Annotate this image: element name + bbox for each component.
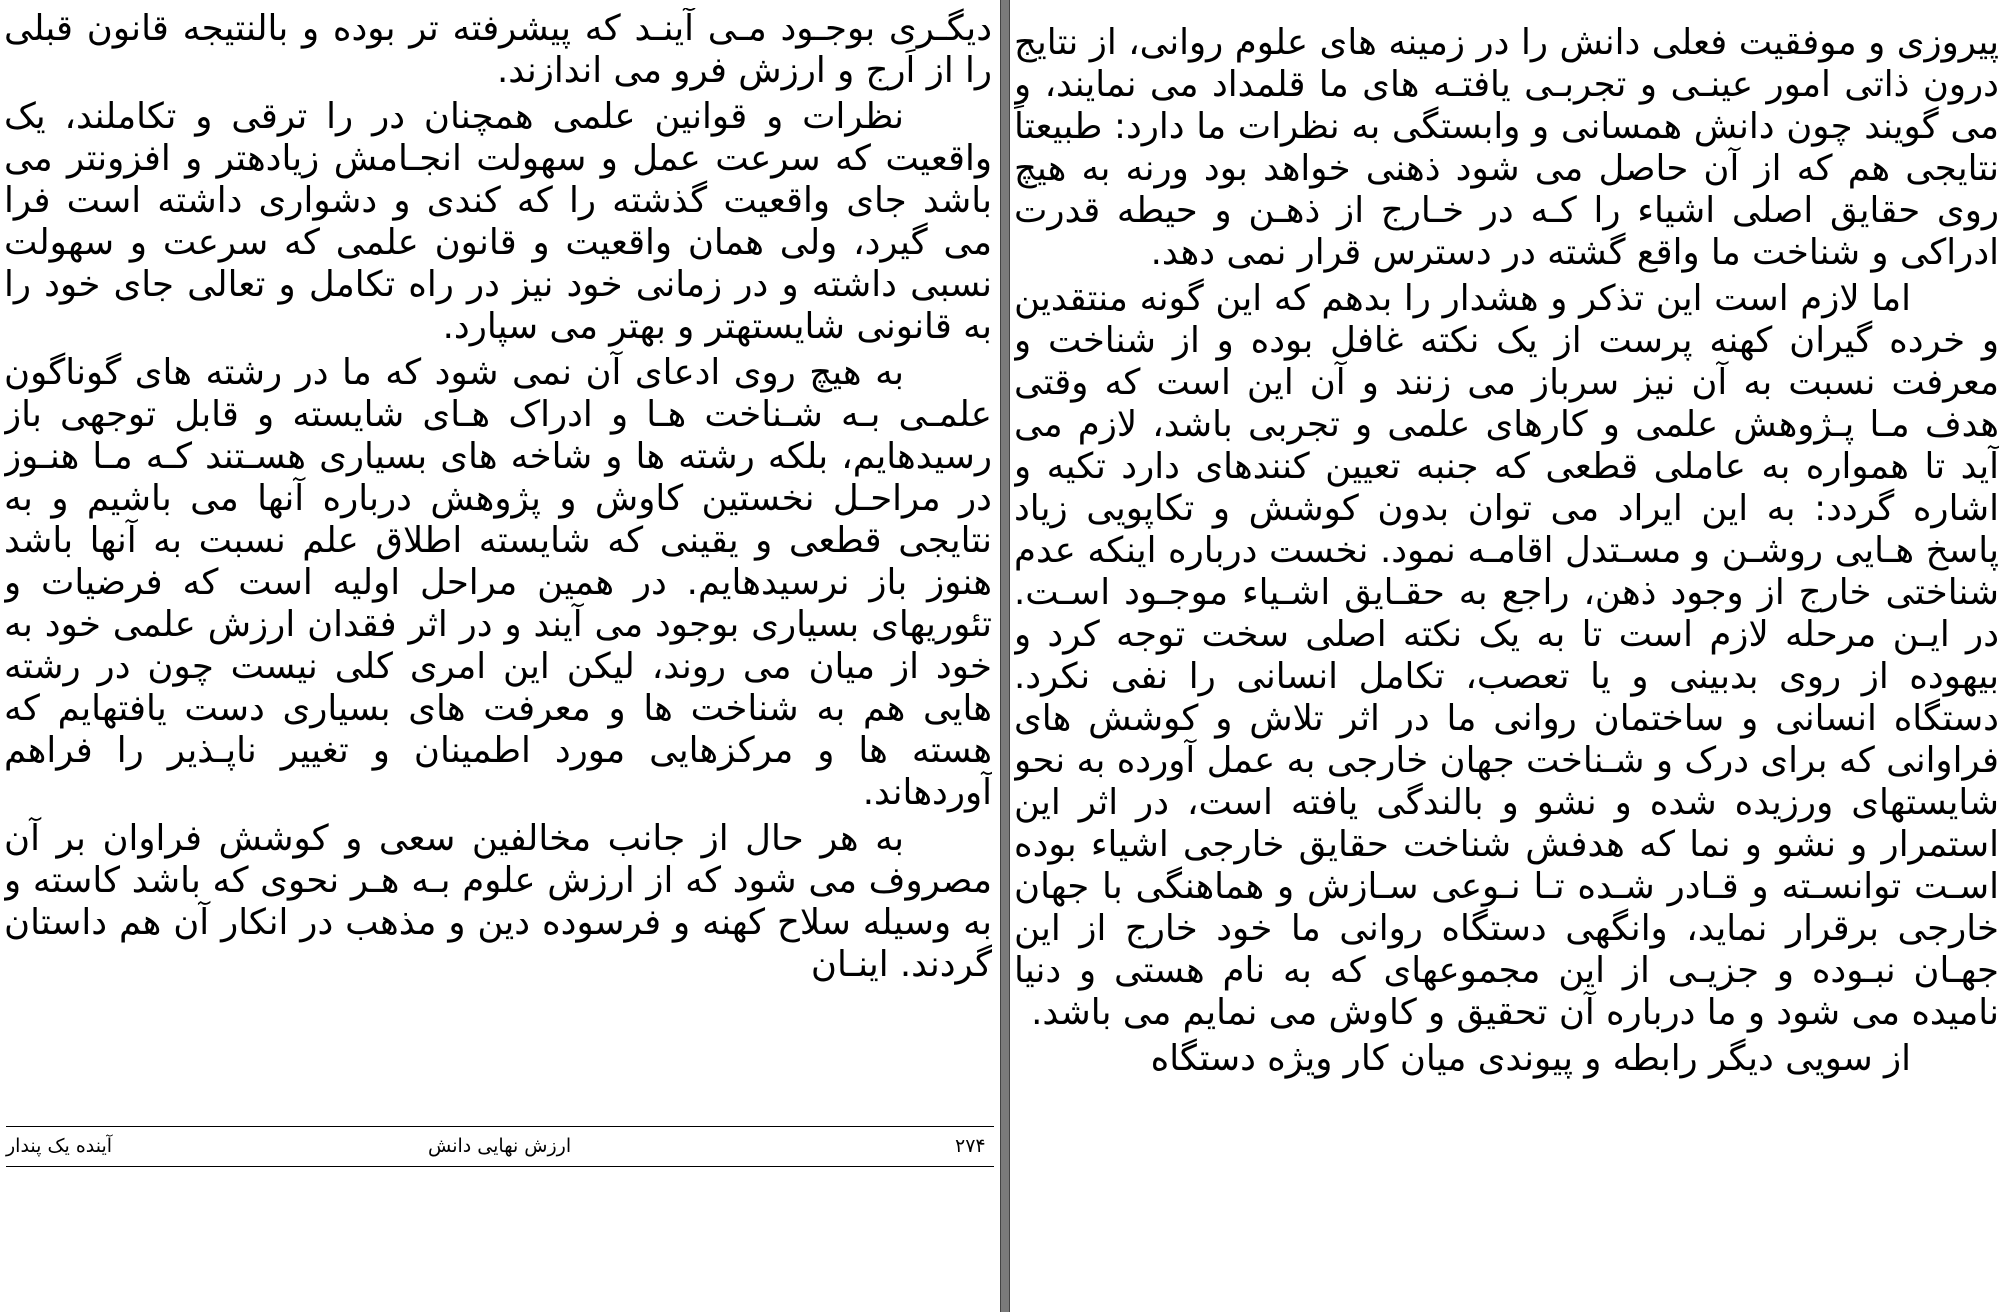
footer-rule-top (6, 1126, 994, 1127)
paragraph: به هر حال از جانب مخالفین سعی و کوشش فراوان بر آن مصروف می شود که از ارزش علوم بـه هـر نحوی که باشد کاسته و به وسیله سلاح کهنه و فرسوده دین و مذهب در انکار آن هم داستان گردند. اینـان (4, 818, 992, 985)
right-page (1010, 0, 2005, 1312)
footer-rule-bottom (6, 1166, 994, 1167)
paragraph: نظرات و قوانین علمی همچنان در را ترقی و تکاملند، یک واقعیت که سرعت عمل و سهولت انجـامش زیادهتر و افزونتر می باشد جای واقعیت گذشته را که کندی و دشواری داشته است فرا می گیرد، ولی همان واقعیت و قانون علمی که سرعت و سهولت نسبی داشته و در زمانی خود نیز در راه تکامل و تعالی جای خود را به قانونی شایستهتر و بهتر می سپارد. (4, 96, 992, 347)
paragraph: پیروزی و موفقیت فعلی دانش را در زمینه های علوم روانی، از نتایج درون ذاتی امور عینـی و تجربـی یافتـه های ما قلمداد می نمایند، و می گویند چون دانش همسانی و وابستگی به نظرات ما دارد: طبیعتاً نتایجی هم که از آن حاصل می شود ذهنی خواهد بود ورنه به هیچ روی حقایق اصلی اشیاء را کـه در خـارج از ذهـن و حیطه قدرت ادراکی و شناخت ما واقع گشته در دسترس قرار نمی دهد. (1014, 22, 1999, 273)
paragraph: دیگـری بوجـود مـی آینـد که پیشرفته تر بوده و بالنتیجه قانون قبلی را از اَرج و ارزش فرو می اندازند. (4, 8, 992, 91)
paragraph: از سویی دیگر رابطه و پیوندی میان کار ویژه دستگاه (1150, 1038, 1911, 1079)
paragraph: به هیچ روی ادعای آن نمی شود که ما در رشته های گوناگون علمـی بـه شـناخت هـا و ادراک هـای شایسته و قابل توجهی باز رسیدهایم، بلکه رشته ها و شاخه های بسیاری هسـتند کـه مـا هنـوز در مراحـل نخستین کاوش و پژوهش درباره آنها می باشیم و به نتایجی قطعی و یقینی که شایسته اطلاق علم نسبت به آنها باشد هنوز باز نرسیدهایم. در همین مراحل اولیه است که فرضیات و تئوریهای بسیاری بوجود می آیند و در اثر فقدان ارزش علمی خود به خود از میان می روند، لیکن این امری کلی نیست چون در رشته هایی هم به شناخت ها و معرفت های بسیاری دست یافتهایم که هسته ها و مرکزهایی مورد اطمینان و تغییر ناپـذیر را فراهم آوردهاند. (4, 352, 992, 813)
footer-page-number: ۲۷۴ (955, 1135, 986, 1157)
left-page (0, 0, 1000, 1312)
footer-book-title: آینده یک پندار (6, 1135, 113, 1157)
right-page-text (1014, 22, 1999, 1312)
paragraph: اما لازم است این تذکر و هشدار را بدهم که این گونه منتقدین و خرده گیران کهنه پرست از یک نکته غافل بوده و از شناخت و معرفت نسبت به آن نیز سرباز می زنند و آن این است که وقتی هدف مـا پـژوهش علمی و کارهای علمی و تجربی باشد، لازم می آید تا همواره به عاملی قطعی که جنبه تعیین کنندهای دارد تکیه و اشاره گردد: به این ایراد می توان بدون کوشش و تکاپویی زیاد پاسخ هـایی روشـن و مسـتدل اقامـه نمود. نخست درباره اینکه عدم شناختی خارج از وجود ذهن، راجع به حقـایق اشـیاء موجـود اسـت. در ایـن مرحله لازم است تا به یک نکته اصلی سخت توجه کرد و بیهوده از روی بدبینی و یا تعصب، تکامل انسانی را نفی نکرد. دستگاه انسانی و ساختمان روانی ما در اثر تلاش و کوشش های فراوانی که برای درک و شـناخت جهان خارجی به عمل آورده به نحو شایستهای ورزیده شده و نشو و بالندگی یافته است، در اثر این استمرار و نشو و نما که هدفش شناخت حقایق خارجی اشیاء بوده اسـت توانسـته و قـادر شـده تـا نـوعی سـازش و هماهنگی با جهان خارجی برقرار نماید، وانگهی دستگاه روانی ما خود خارج از این جهـان نبـوده و جزیـی از این مجموعهای که به نام هستی و دنیا نامیده می شود و ما درباره آن تحقیق و کاوش می نمایم می باشد. (1014, 278, 1999, 1033)
footer-chapter-title: ارزش نهایی دانش (428, 1135, 572, 1157)
page-divider (1000, 0, 1010, 1312)
left-page-text (4, 8, 992, 1118)
